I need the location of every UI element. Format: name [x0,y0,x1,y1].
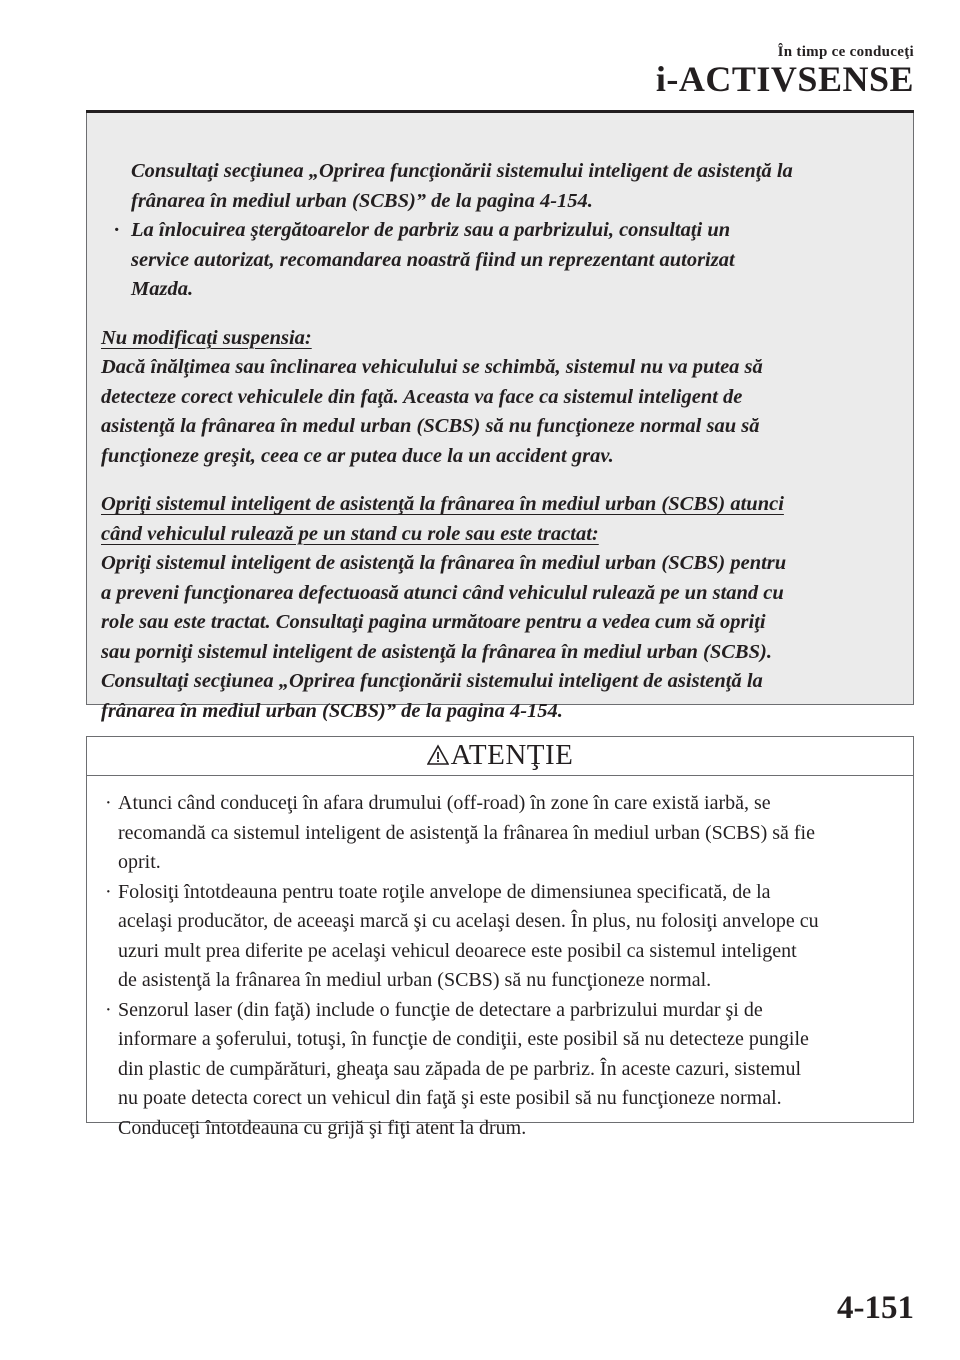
caution-line: acelaşi producător, de aceeaşi marcă şi cu acelaşi desen. În plus, nu folosiţi anvelope cu [118,910,819,932]
caution-line: Folosiţi întotdeauna pentru toate roţile anvelope de dimensiunea specificată, de la [118,880,771,903]
stop-text: Opriţi sistemul inteligent de asistenţă la frânarea în mediul urban (SCBS) pentru [101,552,787,574]
page-number: 4-151 [837,1290,914,1326]
section-label: În timp ce conduceţi [777,44,914,60]
caution-line: uzuri mult prea diferite pe acelaşi vehicul deoarece este posibil ca sistemul inteligent [118,939,797,962]
stop-heading: Opriţi sistemul inteligent de asistenţă la frânarea în mediul urban (SCBS) atunci [101,493,784,515]
caution-line: Senzorul laser (din faţă) include o funcţie de detectare a parbrizului murdar şi de [118,998,763,1021]
caution-line: oprit. [118,851,161,873]
suspension-text: Dacă înălţimea sau înclinarea vehiculului se schimbă, sistemul nu va putea să [101,356,763,378]
caution-item [101,878,901,996]
bullet-item [101,216,896,246]
caution-line: de asistenţă la frânarea în mediul urban (SCBS) să nu funcţioneze normal. [118,969,712,991]
stop-text: frânarea în mediul urban (SCBS)” de la pagina 4-154. [101,699,563,722]
caution-item [101,789,901,878]
bullet-dot-icon: · [105,998,112,1021]
stop-text: sau porniţi sistemul inteligent de asistenţă la frânarea în mediul urban (SCBS). [101,640,772,663]
warning-content [101,157,896,726]
caution-title-row [87,739,913,774]
continued-line: Consultaţi secţiunea „Oprirea funcţionării sistemului inteligent de asistenţă la [131,160,793,182]
caution-box [86,736,914,1139]
warning-box [86,113,914,722]
bullet-text: La înlocuirea ştergătoarelor de parbriz sau a parbrizului, consultaţi un [131,219,731,241]
suspension-text: asistenţă la frânarea în medul urban (SCBS) să nu funcţioneze normal sau să [101,415,760,437]
caution-line: Atunci când conduceţi în afara drumului (off-road) în zone în care există iarbă, se [118,792,771,814]
stop-text: a preveni funcţionarea defectuoasă atunci când vehiculul rulează pe un stand cu [101,581,784,604]
warning-triangle-icon [427,741,449,774]
caution-line: nu poate detecta corect un vehicul din faţă şi este posibil să nu funcţioneze normal. [118,1087,782,1109]
bullet-dot-icon: · [114,219,120,241]
caution-line: informare a şoferului, totuşi, în funcţie de condiţii, este posibil să nu detecteze pungile [118,1028,809,1050]
caution-header [87,737,913,776]
caution-line: din plastic de cumpărături, gheaţa sau zăpada de pe parbriz. În aceste cazuri, sistemul [118,1057,802,1080]
suspension-text: funcţioneze greşit, ceea ce ar putea duce la un accident grav. [101,444,614,467]
caution-item [101,996,901,1144]
bullet-text: service autorizat, recomandarea noastră fiind un reprezentant autorizat [131,248,735,271]
suspension-text: detecteze corect vehiculele din faţă. Aceasta va face ca sistemul inteligent de [101,385,743,408]
suspension-heading: Nu modificaţi suspensia: [101,326,312,349]
stop-text: Consultaţi secţiunea „Oprirea funcţionării sistemului inteligent de asistenţă la [101,670,763,692]
continued-line: frânarea în mediul urban (SCBS)” de la pagina 4-154. [131,189,593,212]
caution-title: ATENŢIE [450,739,574,771]
caution-line: Conduceţi întotdeauna cu grijă şi fiţi atent la drum. [118,1116,527,1139]
caution-list [101,789,901,1143]
bullet-dot-icon: · [105,880,112,903]
caution-line: recomandă ca sistemul inteligent de asistenţă la frânarea în mediul urban (SCBS) să fie [118,821,815,844]
bullet-dot-icon: · [105,792,112,814]
stop-text: role sau este tractat. Consultaţi pagina următoare pentru a vedea cum să opriţi [101,611,766,633]
chapter-title: i-ACTIVSENSE [655,59,914,99]
stop-heading: când vehiculul rulează pe un stand cu role sau este tractat: [101,522,599,545]
bullet-text: Mazda. [131,278,194,300]
